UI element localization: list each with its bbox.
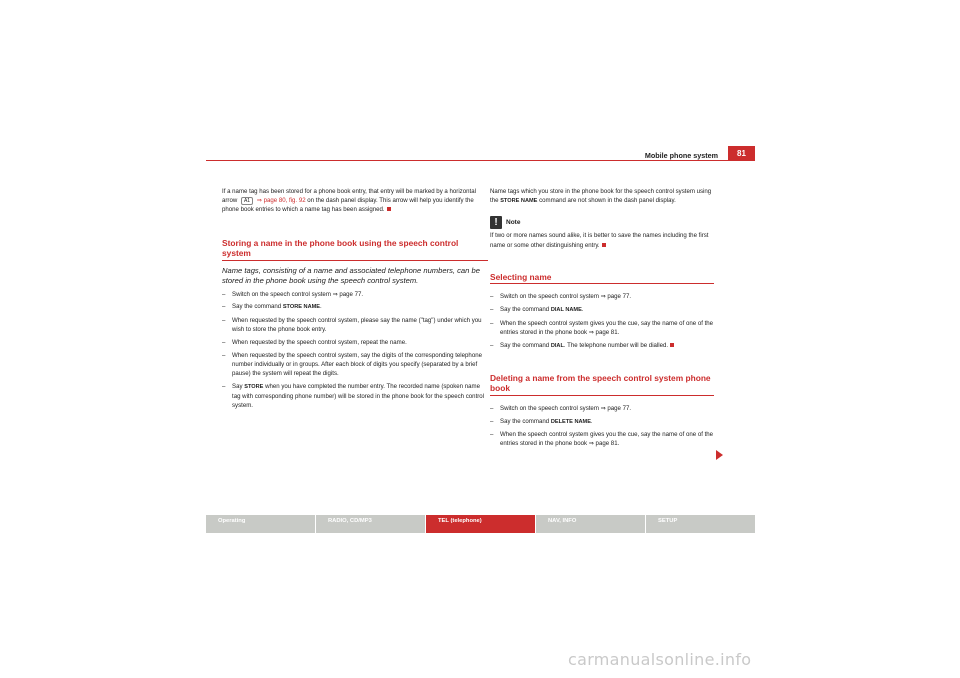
tab-radio-cd-mp3[interactable]: RADIO, CD/MP3 (316, 515, 425, 533)
step-item: – Switch on the speech control system ⇒ page 77. (490, 404, 632, 412)
section-heading-deleting-name: Deleting a name from the speech control system phone book (490, 373, 714, 396)
step-item: – When requested by the speech control system, repeat the name. (222, 338, 407, 346)
section-heading-storing-name: Storing a name in the phone book using the speech control system (222, 238, 488, 261)
intro-paragraph: If a name tag has been stored for a phone book entry, that entry will be marked by a horizontal arrow A1 ⇒ page 80, fig. 92 on the dash panel display. This arrow will help you identify the phone book entries to which a name tag has been assigned. (222, 188, 476, 214)
arrow-key-symbol: A1 (241, 197, 253, 205)
step-item: – Say the command STORE NAME. (222, 303, 322, 311)
page-header-title: Mobile phone system (644, 151, 718, 160)
display-info-paragraph: Name tags which you store in the phone book for the speech control system using the STORE NAME command are not shown in the dash panel display. (490, 188, 712, 205)
step-item: – Say the command DIAL. The telephone number will be dialled. (490, 341, 714, 351)
note-info-icon: ! (490, 216, 502, 229)
end-mark-icon (602, 243, 606, 247)
end-mark-icon (670, 343, 674, 347)
chapter-nav (206, 515, 755, 533)
step-item: – When requested by the speech control system, please say the name ("tag") under which you wish to store the phone book entry. (222, 316, 482, 334)
tab-nav-info[interactable]: NAV, INFO (536, 515, 645, 533)
step-item: – Say STORE when you have completed the number entry. The recorded name (spoken name tag with corresponding phone number) will be stored in the phone book for the speech control system. (222, 382, 485, 410)
voice-command: DIAL (550, 342, 564, 349)
figure-reference-link[interactable]: ⇒ page 80, fig. 92 (256, 197, 306, 205)
step-item: – When requested by the speech control system, say the digits of the corresponding telephone number individually or in groups. After each block of digits you specify (separated by a brief pause) the system will repeat the digits. (222, 351, 482, 377)
page-number: 81 (728, 146, 755, 161)
right-column (490, 187, 714, 449)
left-column (222, 187, 488, 410)
step-item: – Switch on the speech control system ⇒ page 77. (490, 293, 632, 301)
tab-operating[interactable]: Operating (206, 515, 315, 533)
step-item: – Say the command DIAL NAME. (490, 306, 584, 314)
section-heading-selecting-name: Selecting name (490, 272, 714, 285)
section-intro: Name tags, consisting of a name and associated telephone numbers, can be stored in the phone book using the speech control system. (222, 265, 480, 285)
header-rule (206, 160, 728, 161)
step-item: – When the speech control system gives you the cue, say the name of one of the entries stored in the phone book ⇒ page 81. (490, 319, 714, 336)
watermark-text: carmanualsonline.info (568, 650, 752, 669)
step-item: – When the speech control system gives you the cue, say the name of one of the entries stored in the phone book ⇒ page 81. (490, 431, 714, 448)
note-header (490, 216, 714, 229)
step-item: – Switch on the speech control system ⇒ page 77. (222, 290, 364, 298)
end-mark-icon (387, 207, 391, 211)
voice-command: STORE (244, 383, 264, 390)
voice-command: DIAL NAME (550, 307, 582, 314)
tab-setup[interactable]: SETUP (646, 515, 755, 533)
tab-telephone[interactable]: TEL (telephone) (426, 515, 535, 533)
note-title: Note (506, 219, 521, 227)
voice-command: STORE NAME (282, 304, 321, 311)
voice-command: STORE NAME (500, 198, 538, 205)
continue-arrow-icon[interactable] (716, 450, 723, 460)
voice-command: DELETE NAME (550, 418, 591, 425)
step-item: – Say the command DELETE NAME. (490, 417, 593, 425)
note-text: If two or more names sound alike, it is better to save the names including the first name or some other distinguishing entry. (490, 232, 709, 249)
